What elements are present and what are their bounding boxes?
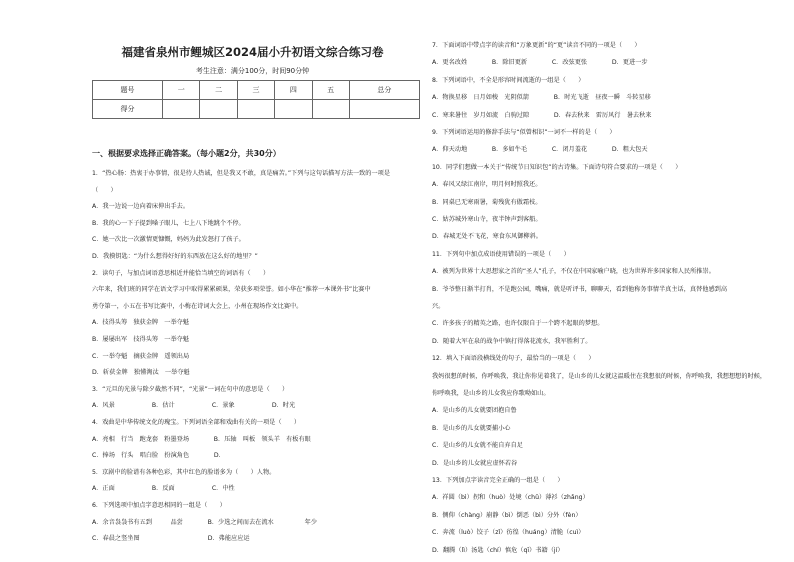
question-line: C．一举夺魁 摘获金牌 遥领出局 [92,352,190,360]
question-line: B．我的心一下子提到嗓子眼儿，七上八下地跳个不停。 [92,219,245,227]
question-line: C．捧场 行头 唱白脸 扮演角色 D． [92,452,225,460]
question-line: （ ） [92,186,117,194]
score-value-row [93,100,420,119]
question-line: D．春城无处不飞花，寒食东风御柳斜。 [432,233,542,241]
question-line: 12．填入下面语段横线处的句子，最恰当的一项是（ ） [432,355,595,363]
question-line: 10．同学们想做一本关于“传统节日知识包”的古诗集。下面诗句符合要求的一项是（ ） [432,163,682,171]
question-line: 13．下列加点字读音完全正确的一组是（ ） [432,477,564,484]
score-header-row [93,81,420,100]
question-line: B．屡屡出军 技得头筹 一举夺魁 [92,336,190,343]
page-title: 福建省泉州市鲤城区2024届小升初语文综合练习卷 [121,45,384,59]
question-line: D．我摸钥匙：“为什么想得好好的东西放在这么好的地里？” [92,253,258,260]
question-line: C．许多孩子的精英之路，也许仅限自于一个跨不起眼的梦想。 [432,320,604,328]
question-line: A．祥圆（bì）拐和（huò）处境（chǔ）薄衫（zhǎng） [432,494,589,502]
question-line: A．被列为世界十大思想家之首的“圣人”孔子，不仅在中国家喻户晓，也为世界许多国家和人民所推崇。 [432,268,715,276]
question-line: D．是山乡的儿女就应虚怀若谷 [432,459,518,467]
question-line: 我妈很想的时候，你呼唤我，我让你你见着我了，是山乡的儿女就这温暖住在我想很的时候，你呼唤我，我想想想的时候， [432,372,767,380]
score-cell [275,100,312,119]
question-line: B．侧仰（chàng）崩静（bì）倒恶（bì）分外（fèn） [432,511,582,519]
question-line: A．我一边说一边向着床伸出手去。 [92,203,190,211]
score-cell: 五 [312,81,349,100]
left-column [80,0,425,562]
score-cell [312,100,349,119]
question-line: D．随着大军在泉的战争中镇打得落花流水，我军胜利了。 [432,337,592,345]
question-line: D．斩获金牌 独懂淘汰 一举夺魁 [92,369,190,377]
score-cell: 二 [200,81,237,100]
score-cell: 总分 [349,81,419,100]
question-line: A．技得头筹 独获金牌 一举夺魁 [92,319,190,327]
question-line: A．是山乡的儿女就要团抱自鲁 [432,407,517,415]
right-column [432,0,767,562]
question-line: D．翻腾（lì）汤匙（chí）慎危（qī）书籍（jí） [432,546,564,554]
question-line: A．物换星移 日月如梭 光阴似箭 B．时光飞逝 昼夜一瞬 斗转星移 [432,94,651,102]
question-line: 1．“热心肠：热衷于办事情，很是待人热诚，但是我又不敢，真是痛苦。”下列与这句话描写方法一致的一项是 [92,170,391,177]
question-line: B．爷爷整日渐半打肖，不是跑公园，嘴痛，就是听评书，聊聊天，看到他称务事情半真主话，真替他感到高 [432,285,728,293]
question-line: A．更名改姓 B．除旧更新 C．改弦更张 D．更进一步 [432,59,648,67]
question-line: C．奔流（luò）饺子（zǐ）彷徨（huáng）清脆（cuì） [432,529,585,537]
question-line: C．春晨之竖坐图 D．弗能应应运 [92,535,250,543]
question-line: 3．“元旦的光景与除夕截然不同”，“光景”一词在句中的意思是（ ） [92,385,289,393]
score-cell [163,100,200,119]
question-line: B．是山乡的儿女就要捕小心 [432,424,511,432]
question-line: C．她一次比一次激情更慷慨，妈妈为此发怒打了孩子。 [92,236,245,244]
question-line: 9．下列词语运用的修辞手法与“似曾相识”一词不一样的是（ ） [432,129,616,136]
question-line: B．同桌已无寒雨暑，菊残犹有傲霜枝。 [432,198,542,206]
question-line: A．余音袅袅书有五到 品尝 B．少选之间而去在流水 年少 [92,518,318,526]
question-line: 勇夺第一，小五在书写比赛中，小梅在诗词大会上，小州在现场作文比赛中。 [92,302,303,310]
score-table [92,80,420,119]
question-line: A．风景 B．估计 C．景象 D．时光 [92,402,296,410]
question-line: 8．下列词语中，不全是形容时间流逝的一组是（ ） [432,76,585,84]
question-line: 11．下列句中加点成语使用错误的一项是（ ） [432,250,570,258]
score-cell [200,100,237,119]
question-line: C．姑苏城外寒山寺，夜半钟声到客船。 [432,216,542,223]
score-cell: 四 [275,81,312,100]
score-cell [237,100,274,119]
score-cell [349,100,419,119]
question-line: C．是山乡的儿女就不能自弃自足 [432,442,523,450]
score-cell: 题号 [93,81,163,100]
section-heading: 一、根据要求选择正确答案。（每小题2分，共30分） [92,149,281,158]
question-line: A．亮相 行当 跑龙套 粉墨登场 B．压轴 叫板 领头羊 有板有眼 [92,435,311,443]
question-line: 兴。 [432,303,445,310]
question-line: A．仰天动地 B．多如牛毛 C．闭月羞花 D．粗大包天 [432,146,648,154]
question-line: 2．读句子，与加点词语意思相近并能恰当填空的词语有（ ） [92,269,270,277]
question-line: C．寒来暑往 岁月如流 白驹过隙 D．春去秋来 雷厉风行 暑去秋来 [432,111,652,119]
score-cell: 得分 [93,100,163,119]
question-line: 你呼唤我，是山乡的儿女我应你歌呦如山。 [432,390,550,397]
question-line: A．春风又绿江南岸，明月何时照我还。 [432,181,542,189]
score-cell: 三 [237,81,274,100]
question-line: 六年来，我们班的同学在语文学习中取得累累硕果，荣获多项荣誉。如小华在“推荐一本课外书”比赛中 [92,286,371,294]
exam-notice: 考生注意：满分100分，时间90分钟 [195,67,310,75]
question-line: 4．戏曲是中华传统文化的瑰宝。下列词语全部和戏曲有关的一项是（ ） [92,419,301,426]
score-cell: 一 [163,81,200,100]
question-line: 5．京剧中的脸谱有各种色彩，其中红色的脸谱多为（ ）人物。 [92,468,276,476]
question-line: A．正面 B．反面 C．中性 [92,485,235,493]
question-line: 6．下列选项中加点字意思相同的一组是（ ） [92,502,226,509]
question-line: 7．下面词语中带点字的读音和“万象更新”的“更”读音不同的一项是（ ） [432,42,641,49]
